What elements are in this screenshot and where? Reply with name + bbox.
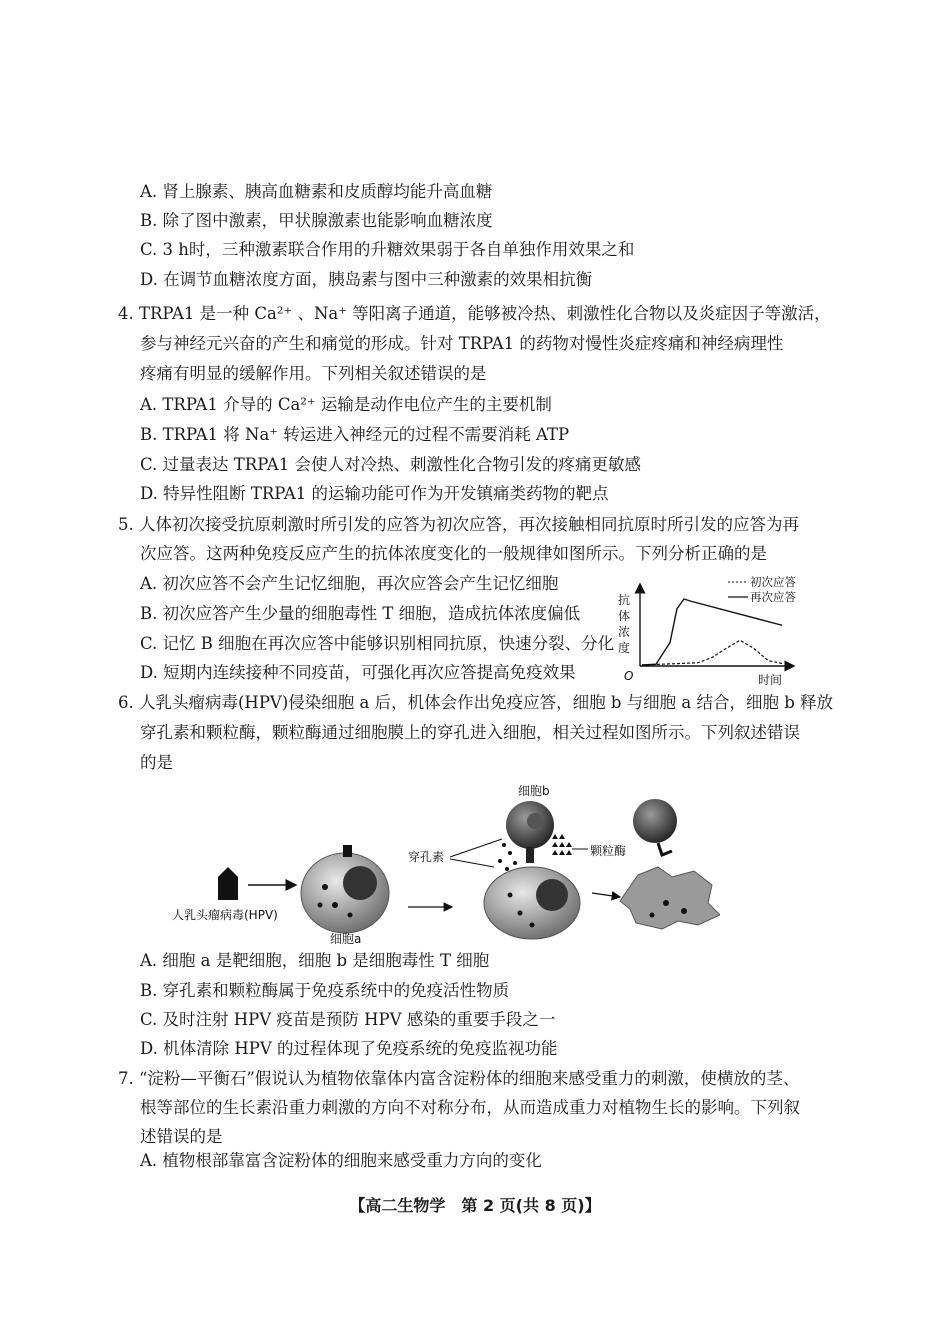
series-line-2 (642, 599, 782, 665)
cell-b-label: 细胞b (518, 784, 550, 798)
hpv-label: 人乳头瘤病毒(HPV) (172, 908, 278, 922)
q4-stem-line3: 疼痛有明显的缓解作用。下列相关叙述错误的是 (140, 364, 487, 383)
ylabel-char-3: 浓 (618, 625, 631, 639)
q6-option-b: B. 穿孔素和颗粒酶属于免疫系统中的免疫活性物质 (140, 981, 510, 1000)
hpv-virus-icon (218, 867, 238, 900)
q4-option-d: D. 特异性阻断 TRPA1 的运输功能可作为开发镇痛类药物的靶点 (140, 484, 609, 503)
perforin-label: 穿孔素 (408, 850, 445, 864)
series-lines (642, 599, 782, 665)
q4-stem-line2: 参与神经元兴奋的产生和痛觉的形成。针对 TRPA1 的药物对慢性炎症疼痛和神经病理性 (140, 334, 784, 353)
q6-stem-line1: 6. 人乳头瘤病毒(HPV)侵染细胞 a 后，机体会作出免疫应答，细胞 b 与细胞 a 结合，细胞 b 释放 (118, 693, 834, 712)
q3-option-c: C. 3 h时，三种激素联合作用的升糖效果弱于各自单独作用效果之和 (140, 240, 635, 259)
q5-option-b: B. 初次应答产生少量的细胞毒性 T 细胞，造成抗体浓度偏低 (140, 604, 581, 623)
ylabel-char-2: 体 (618, 609, 631, 623)
cell-a-icon (301, 853, 389, 933)
q4-option-c: C. 过量表达 TRPA1 会使人对冷热、刺激性化合物引发的疼痛更敏感 (140, 455, 641, 474)
q3-option-d: D. 在调节血糖浓度方面，胰岛素与图中三种激素的效果相抗衡 (140, 270, 593, 289)
granzyme-triangles (552, 834, 572, 855)
cell-b-after-icon (633, 799, 677, 843)
q5-option-a: A. 初次应答不会产生记忆细胞，再次应答会产生记忆细胞 (140, 574, 559, 593)
q6-option-d: D. 机体清除 HPV 的过程体现了免疫系统的免疫监视功能 (140, 1039, 558, 1058)
lysed-cell-icon (620, 867, 720, 929)
q5-option-d: D. 短期内连续接种不同疫苗，可强化再次应答提高免疫效果 (140, 663, 576, 682)
perforin-particles (498, 843, 517, 871)
q3-option-a: A. 肾上腺素、胰高血糖素和皮质醇均能升高血糖 (140, 182, 493, 201)
legend-label-secondary: 再次应答 (750, 590, 796, 604)
q7-stem-line1: 7. “淀粉—平衡石”假说认为植物依靠体内富含淀粉体的细胞来感受重力的刺激，使横放的茎、 (118, 1069, 800, 1088)
arrow-3 (592, 893, 620, 897)
q3-option-b: B. 除了图中激素，甲状腺激素也能影响血糖浓度 (140, 211, 493, 230)
q5-option-c: C. 记忆 B 细胞在再次应答中能够识别相同抗原，快速分裂、分化 (140, 634, 615, 653)
immune-process-figure (160, 775, 720, 950)
q6-stem-line3: 的是 (140, 753, 173, 772)
q4-stem-line1: 4. TRPA1 是一种 Ca²⁺ 、Na⁺ 等阳离子通道，能够被冷热、刺激性化合物以及炎症因子等激活， (118, 304, 831, 323)
q7-stem-line3: 述错误的是 (140, 1127, 223, 1146)
origin-label: O (624, 669, 634, 683)
q7-stem-line2: 根等部位的生长素沿重力刺激的方向不对称分布，从而造成重力对植物生长的影响。下列叙 (140, 1098, 800, 1117)
viral-antigen-icon (343, 845, 352, 857)
x-axis-label: 时间 (758, 673, 783, 687)
ylabel-char-1: 抗 (618, 593, 631, 607)
granzyme-label: 颗粒酶 (590, 844, 627, 858)
legend-label-primary: 初次应答 (750, 575, 796, 589)
q6-stem-line2: 穿孔素和颗粒酶，颗粒酶通过细胞膜上的穿孔进入细胞，相关过程如图所示。下列叙述错误 (140, 723, 800, 742)
q6-option-a: A. 细胞 a 是靶细胞，细胞 b 是细胞毒性 T 细胞 (140, 951, 490, 970)
ylabel-char-4: 度 (618, 641, 631, 655)
q7-option-a: A. 植物根部靠富含淀粉体的细胞来感受重力方向的变化 (140, 1151, 542, 1170)
page-footer: 【高二生物学 第 2 页(共 8 页)】 (349, 1196, 601, 1215)
q6-option-c: C. 及时注射 HPV 疫苗是预防 HPV 感染的重要手段之一 (140, 1010, 556, 1029)
q5-stem-line2: 次应答。这两种免疫反应产生的抗体浓度变化的一般规律如图所示。下列分析正确的是 (140, 544, 767, 563)
q5-stem-line1: 5. 人体初次接受抗原刺激时所引发的应答为初次应答，再次接触相同抗原时所引发的应答为再 (118, 515, 799, 534)
antibody-chart (610, 570, 810, 690)
q4-option-a: A. TRPA1 介导的 Ca²⁺ 运输是动作电位产生的主要机制 (140, 395, 552, 414)
q4-option-b: B. TRPA1 将 Na⁺ 转运进入神经元的过程不需要消耗 ATP (140, 425, 570, 444)
cell-a-label: 细胞a (330, 932, 362, 946)
